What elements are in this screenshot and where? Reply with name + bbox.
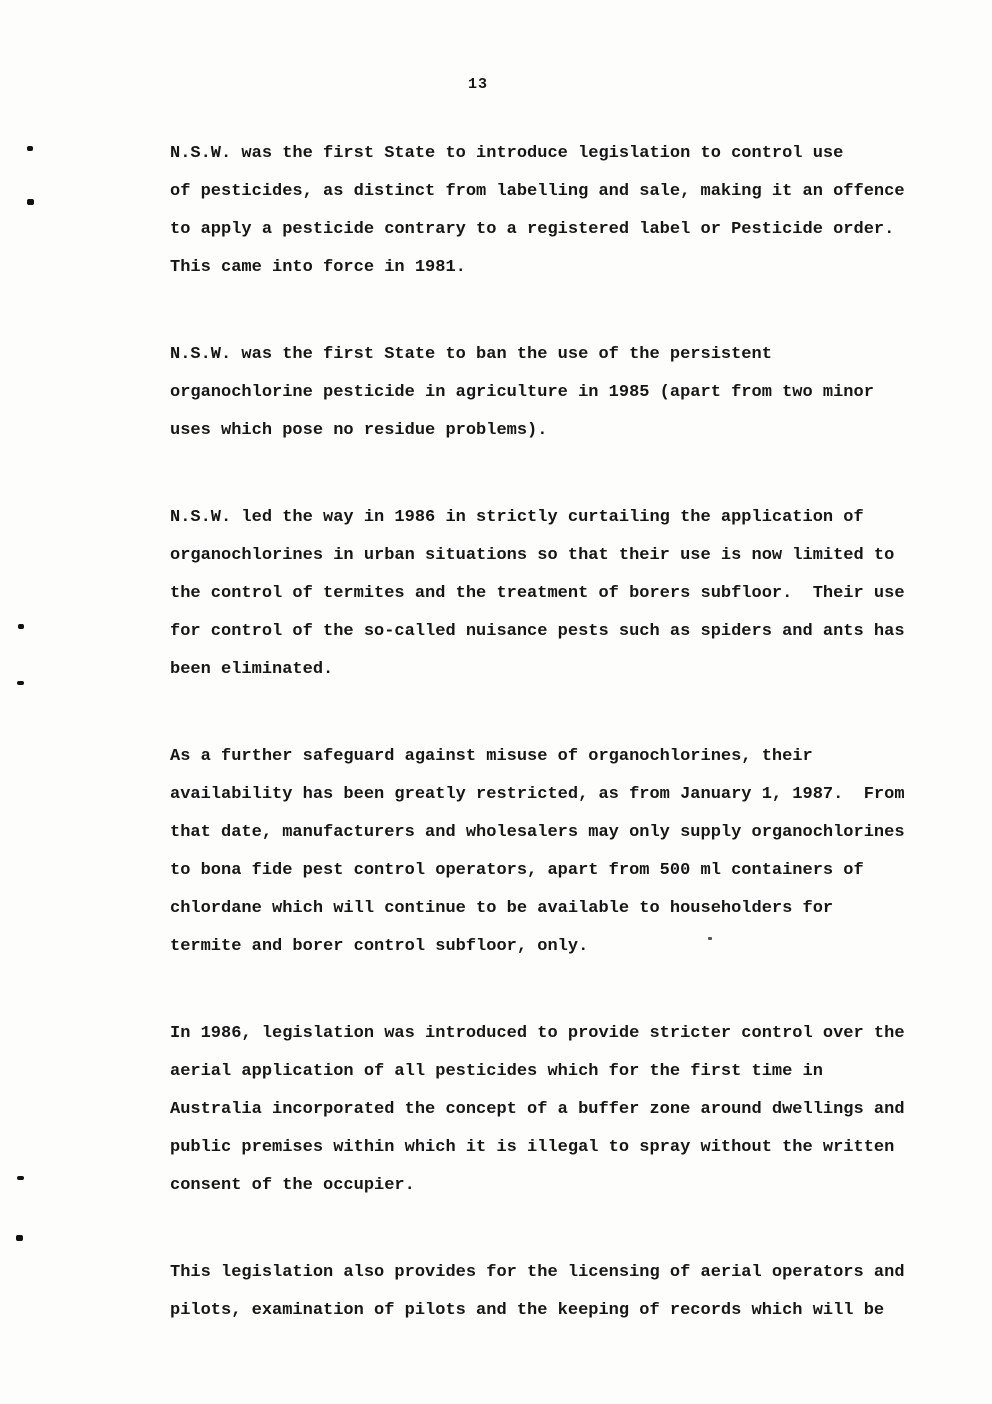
text-line: been eliminated. [170,660,334,679]
text-line: N.S.W. was the first State to introduce legislation to control use [170,144,844,163]
text-line: termite and borer control subfloor, only. [170,937,589,956]
text-line: to apply a pesticide contrary to a registered label or Pesticide order. [170,220,895,239]
paragraph-5 [170,1015,930,1205]
text-line: This came into force in 1981. [170,258,466,277]
text-line: chlordane which will continue to be available to householders for [170,899,834,918]
text-line: the control of termites and the treatment of borers subfloor. Their use [170,584,905,603]
text-line: This legislation also provides for the licensing of aerial operators and [170,1263,905,1282]
scan-speck [708,937,712,940]
text-line: availability has been greatly restricted, as from January 1, 1987. From [170,785,905,804]
paragraph-4 [170,738,930,966]
text-line: pilots, examination of pilots and the keeping of records which will be [170,1301,885,1320]
paragraph-6 [170,1254,930,1330]
scan-speck [18,624,24,629]
scan-speck [16,1235,23,1241]
text-line: organochlorines in urban situations so that their use is now limited to [170,546,895,565]
text-line: to bona fide pest control operators, apart from 500 ml containers of [170,861,864,880]
text-line: consent of the occupier. [170,1176,415,1195]
scan-speck [27,199,34,205]
text-line: of pesticides, as distinct from labelling and sale, making it an offence [170,182,905,201]
text-line: In 1986, legislation was introduced to provide stricter control over the [170,1024,905,1043]
text-line: As a further safeguard against misuse of organochlorines, their [170,747,813,766]
document-body [170,135,930,1379]
text-line: organochlorine pesticide in agriculture in 1985 (apart from two minor [170,383,874,402]
text-line: Australia incorporated the concept of a buffer zone around dwellings and [170,1100,905,1119]
scan-speck [27,146,33,151]
scan-speck [17,1176,24,1180]
text-line: aerial application of all pesticides which for the first time in [170,1062,823,1081]
paragraph-1 [170,135,930,287]
text-line: for control of the so-called nuisance pests such as spiders and ants has [170,622,905,641]
text-line: that date, manufacturers and wholesalers may only supply organochlorines [170,823,905,842]
paragraph-2 [170,336,930,450]
page-number: 13 [468,76,489,93]
paragraph-3 [170,499,930,689]
scan-speck [17,681,24,685]
text-line: N.S.W. was the first State to ban the use of the persistent [170,345,772,364]
text-line: N.S.W. led the way in 1986 in strictly curtailing the application of [170,508,864,527]
text-line: public premises within which it is illegal to spray without the written [170,1138,895,1157]
text-line: uses which pose no residue problems). [170,421,548,440]
